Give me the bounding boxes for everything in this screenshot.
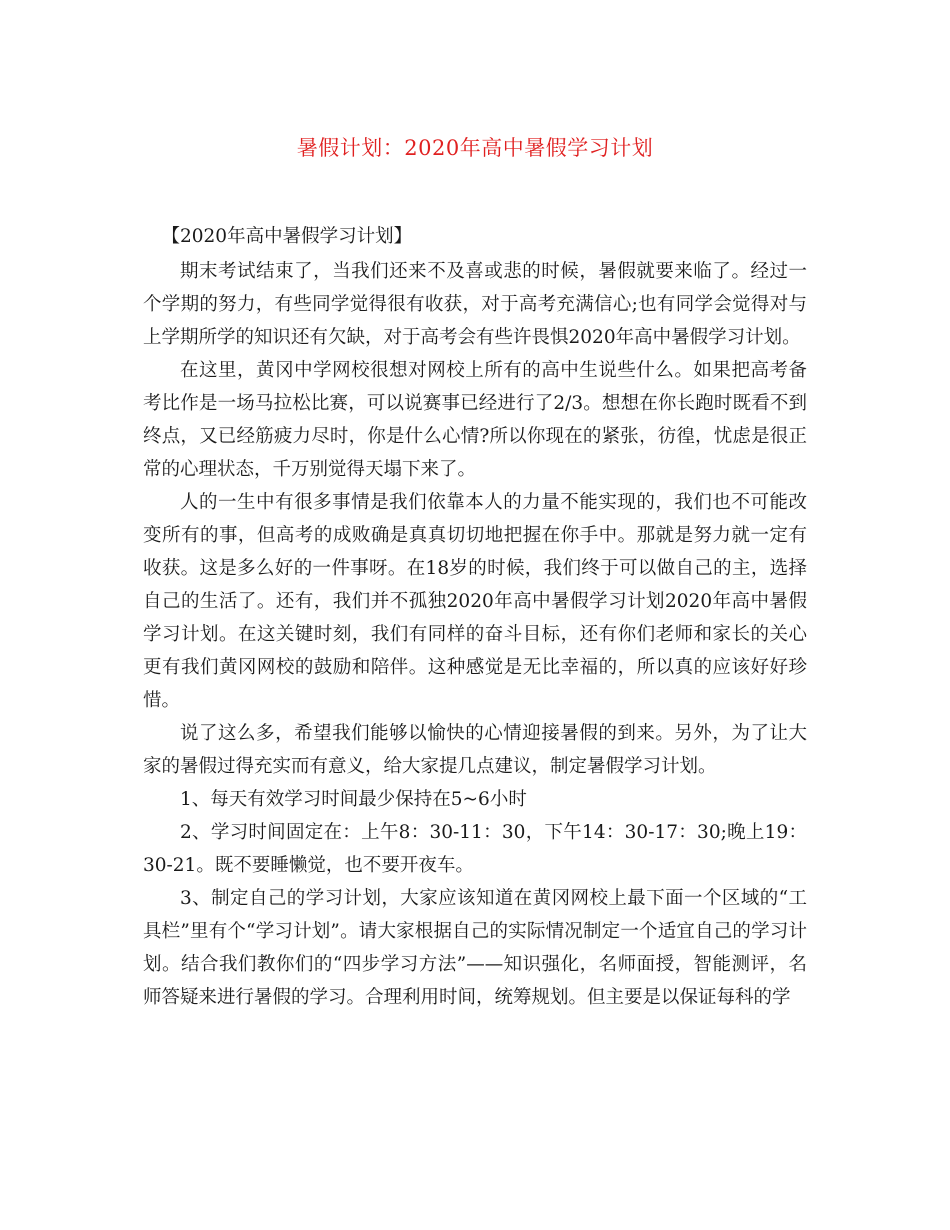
list-item: 1、每天有效学习时间最少保持在5~6小时 <box>180 789 527 810</box>
list-item: 2、学习时间固定在：上午8：30-11：30，下午14：30-17：30;晚上19：30-21。既不要睡懒觉，也不要开夜车。 <box>143 822 807 876</box>
paragraph: 人的一生中有很多事情是我们依靠本人的力量不能实现的，我们也不可能改变所有的事，但高考的成败确是真真切切地把握在你手中。那就是努力就一定有收获。这是多么好的一件事呀。在18岁的时候，我们终于可以做自己的主，选择自己的生活了。还有，我们并不孤独2020年高中暑假学习计划2020年高中暑假学习计划。在这关键时刻，我们有同样的奋斗目标，还有你们老师和家长的关心更有我们黄冈网校的鼓励和陪伴。这种感觉是无比幸福的，所以真的应该好好珍惜。 <box>143 492 807 711</box>
document-body <box>143 220 807 1014</box>
document-subheading: 【2020年高中暑假学习计划】 <box>161 226 413 247</box>
paragraph: 期末考试结束了，当我们还来不及喜或悲的时候，暑假就要来临了。经过一个学期的努力，有些同学觉得很有收获，对于高考充满信心;也有同学会觉得对与上学期所学的知识还有欠缺，对于高考会有些许畏惧2020年高中暑假学习计划。 <box>143 261 807 348</box>
paragraph: 说了这么多，希望我们能够以愉快的心情迎接暑假的到来。另外，为了让大家的暑假过得充实而有意义，给大家提几点建议，制定暑假学习计划。 <box>143 723 807 777</box>
paragraph: 在这里，黄冈中学网校很想对网校上所有的高中生说些什么。如果把高考备考比作是一场马拉松比赛，可以说赛事已经进行了2/3。想想在你长跑时既看不到终点，又已经筋疲力尽时，你是什么心情?所以你现在的紧张，彷徨，忧虑是很正常的心理状态，千万别觉得天塌下来了。 <box>143 360 807 480</box>
document-title: 暑假计划：2020年高中暑假学习计划 <box>296 136 654 160</box>
list-item: 3、制定自己的学习计划，大家应该知道在黄冈网校上最下面一个区域的“工具栏”里有个“学习计划”。请大家根据自己的实际情况制定一个适宜自己的学习计划。结合我们教你们的“四步学习方法”——知识强化，名师面授，智能测评，名师答疑来进行暑假的学习。合理利用时间，统筹规划。但主要是以保证每科的学 <box>143 888 807 1008</box>
